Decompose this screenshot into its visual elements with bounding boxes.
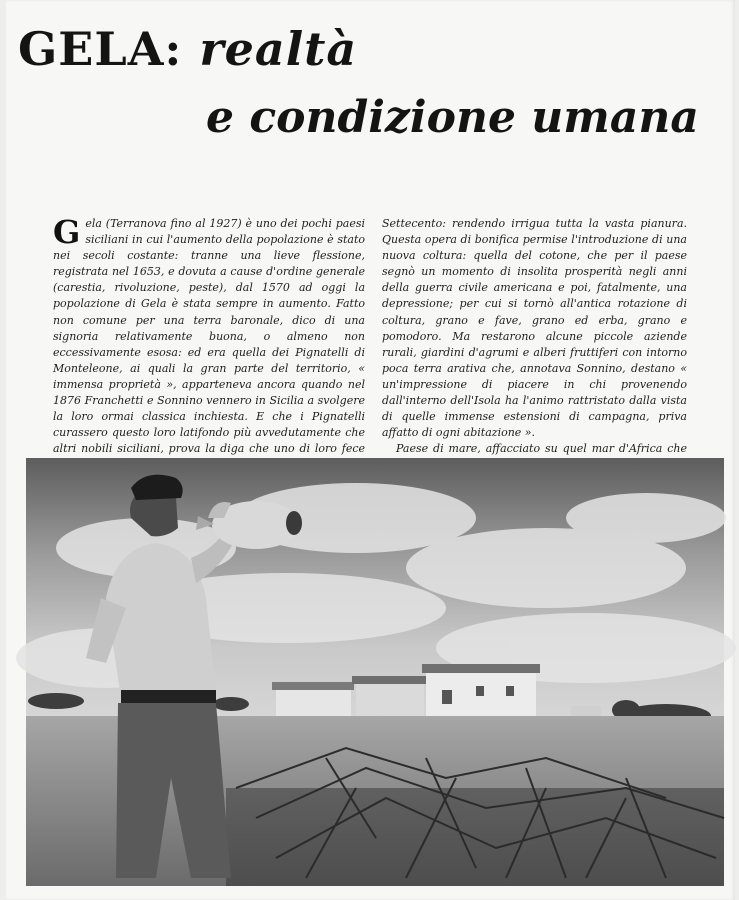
drop-cap: G (53, 213, 81, 251)
photo-illustration (26, 458, 724, 886)
headline-place: GELA: (18, 22, 183, 76)
headline-word: realtà (199, 22, 358, 76)
headline-line-2: e condizione umana (206, 92, 699, 143)
article-paragraph: Paese di mare, affacciato su quel mar d'Africa che (396, 442, 687, 456)
article-paragraph: ela (Terranova fino al 1927) è uno dei pochi paesi siciliani in cui l'aumento della popolazione è stato nei secoli costante: tranne una lieve flessione, registrata nel 1653, e dovuta a cause d'ordine generale (carestia, rivoluzione, peste), dal 1570 ad oggi la popolazione di Gela è stata sempre in aumento. Fatto non comune per una terra baronale, dico di una signoria relativamente buona, o almeno non eccessivamente esosa: ed era quella dei Pignatelli di Monteleone, ai quali la gran parte del territorio, « immensa proprietà », apparteneva ancora quando nel 1876 Franchetti e Sonnino vennero in Sicilia a svolgere la loro ormai classica inchiesta. E che i Pignatelli curassero questo loro latifondo più avvedutamente che altri nobili siciliani, prova la diga che uno di loro fece (53, 217, 365, 456)
brush-shadow (226, 788, 724, 886)
headline-line-1 (18, 22, 357, 76)
photo-farmer-drinking (26, 458, 724, 886)
magazine-page (6, 0, 735, 900)
article-column-left (53, 213, 365, 456)
article-column-right (382, 216, 687, 456)
article-paragraph: Settecento: rendendo irrigua tutta la vasta pianura. Questa opera di bonifica permise l'introduzione di una nuova coltura: quella del cotone, che per il paese segnò un momento di insolita prosperità negli anni della guerra civile americana e poi, fatalmente, una depressione; per cui si tornò all'antica rotazione di coltura, grano e fave, grano ed erba, grano e pomodoro. Ma restarono alcune piccole aziende rurali, giardini d'agrumi e alberi fruttiferi con intorno poca terra arativa che, annotava Sonnino, destano « un'impressione di piacere in chi provenendo dall'interno dell'Isola ha l'animo rattristato dalla vista di quelle immense estensioni di campagna, priva affatto di ogni abitazione ». (382, 217, 687, 440)
